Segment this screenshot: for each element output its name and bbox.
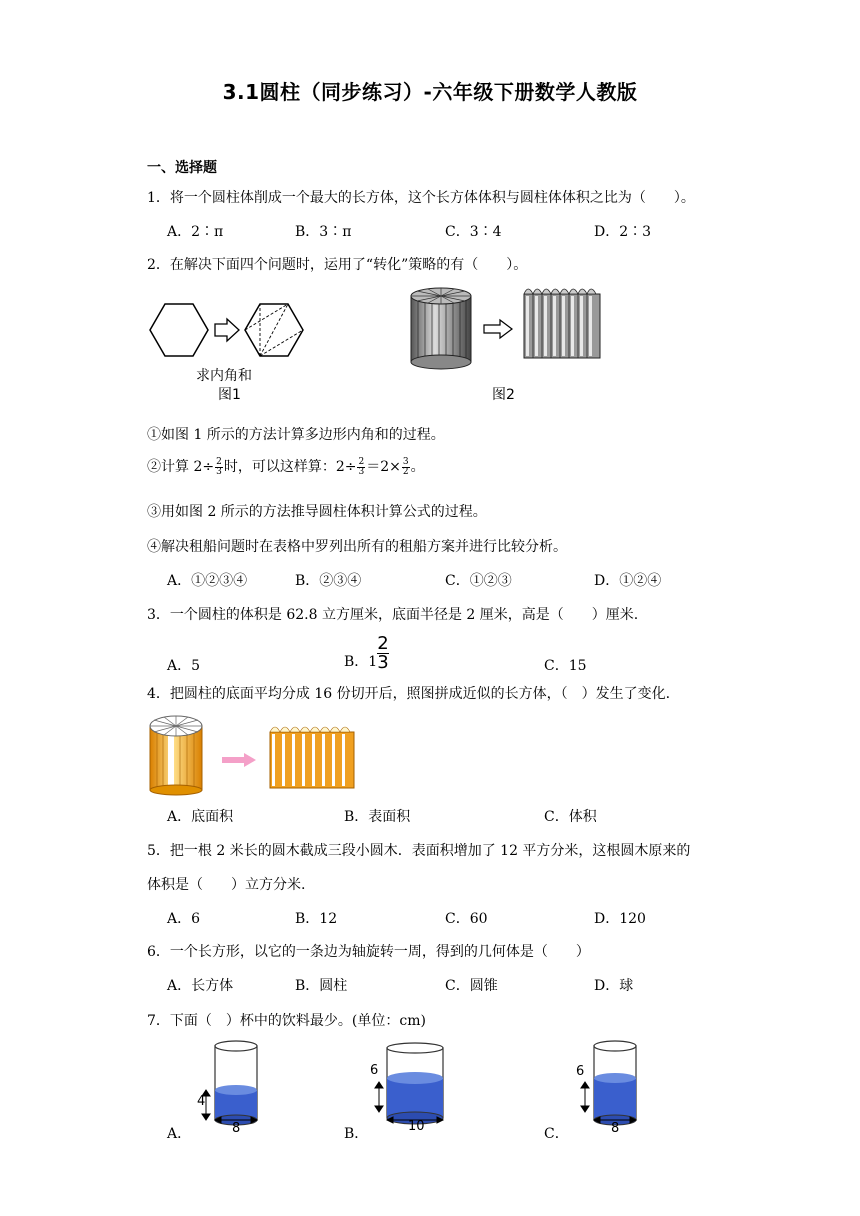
q6-option-a[interactable]: A．长方体	[167, 978, 234, 994]
gold-cylinder-figure	[148, 712, 358, 796]
q5-option-b[interactable]: B．12	[295, 911, 338, 927]
q7-option-b-label[interactable]: B．	[344, 1126, 369, 1142]
hexagon-transform-figure	[145, 298, 310, 363]
question-1-text: 1．将一个圆柱体削成一个最大的长方体，这个长方体体积与圆柱体体积之比为（ ）。	[147, 190, 695, 206]
question-4-text: 4．把圆柱的底面平均分成 16 份切开后，照图拼成近似的长方体，（ ）发生了变化.	[147, 686, 671, 702]
q2-item-3: ③用如图 2 所示的方法推导圆柱体积计算公式的过程。	[147, 504, 487, 520]
fig1-caption-label: 图1	[218, 387, 241, 403]
q2-option-b[interactable]: B．②③④	[295, 573, 362, 589]
q3-option-c[interactable]: C．15	[544, 658, 587, 674]
cup-a-height: 4	[197, 1094, 206, 1109]
q1-option-a[interactable]: A．2∶π	[167, 224, 224, 240]
q6-option-d[interactable]: D．球	[594, 978, 634, 994]
q4-option-b[interactable]: B．表面积	[344, 809, 411, 825]
q4-option-c[interactable]: C．体积	[544, 809, 597, 825]
fig2-caption-label: 图2	[492, 387, 515, 403]
cup-c-figure	[571, 1038, 646, 1138]
q4-option-a[interactable]: A．底面积	[167, 809, 234, 825]
q3-option-b[interactable]: B．1 $\frac{2}{3}$	[344, 633, 389, 673]
cup-c-height: 6	[576, 1064, 585, 1079]
question-6-text: 6．一个长方形，以它的一条边为轴旋转一周，得到的几何体是（ ）	[147, 944, 590, 960]
q2-item-1: ①如图 1 所示的方法计算多边形内角和的过程。	[147, 427, 445, 443]
q1-option-d[interactable]: D．2∶3	[594, 224, 652, 240]
fraction-three-halves: $\frac{3}{2}$	[402, 456, 409, 477]
page-title: 3.1圆柱（同步练习）-六年级下册数学人教版	[222, 80, 638, 104]
fig1-caption-sum: 求内角和	[196, 368, 252, 384]
q5-option-a[interactable]: A．6	[167, 911, 201, 927]
section-heading-choice: 一、选择题	[147, 160, 217, 176]
fraction-two-thirds: $\frac{2}{3}$	[216, 456, 222, 477]
q7-option-c-label[interactable]: C．	[544, 1126, 569, 1142]
question-7-text: 7．下面（ ）杯中的饮料最少。(单位：cm)	[147, 1013, 426, 1029]
q2-option-d[interactable]: D．①②④	[594, 573, 662, 589]
q5-option-d[interactable]: D．120	[594, 911, 646, 927]
cup-b-height: 6	[370, 1063, 379, 1078]
cup-b-width: 10	[408, 1119, 425, 1134]
q2-item-2: ②计算 2÷ $\frac{2}{3}$ 时，可以这样算：2÷ $\frac{2}{3}$ ＝2× $\frac{3}{2}$ 。	[147, 456, 425, 477]
cylinder-transform-figure	[408, 282, 608, 372]
q2-item-4: ④解决租船问题时在表格中罗列出所有的租船方案并进行比较分析。	[147, 539, 567, 555]
question-3-text: 3．一个圆柱的体积是 62.8 立方厘米，底面半径是 2 厘米，高是（ ）厘米.	[147, 607, 639, 623]
q2-option-a[interactable]: A．①②③④	[167, 573, 248, 589]
q2-option-c[interactable]: C．①②③	[445, 573, 512, 589]
question-2-text: 2．在解决下面四个问题时，运用了“转化”策略的有（ ）。	[147, 257, 528, 273]
cup-b-figure	[364, 1040, 449, 1138]
cup-a-width: 8	[232, 1121, 241, 1136]
mixed-fraction-two-thirds: $\frac{2}{3}$	[377, 633, 389, 673]
question-5-text-line2: 体积是（ ）立方分米.	[147, 877, 306, 893]
cup-a-figure	[192, 1038, 267, 1138]
q6-option-c[interactable]: C．圆锥	[445, 978, 498, 994]
q5-option-c[interactable]: C．60	[445, 911, 488, 927]
question-5-text-line1: 5．把一根 2 米长的圆木截成三段小圆木．表面积增加了 12 平方分米，这根圆木原来的	[147, 843, 691, 859]
fraction-two-thirds-2: $\frac{2}{3}$	[358, 456, 365, 477]
q1-option-b[interactable]: B．3∶π	[295, 224, 352, 240]
cup-c-width: 8	[611, 1121, 620, 1136]
q7-option-a-label[interactable]: A．	[167, 1126, 192, 1142]
q6-option-b[interactable]: B．圆柱	[295, 978, 348, 994]
q3-option-a[interactable]: A．5	[167, 658, 201, 674]
q1-option-c[interactable]: C．3∶4	[445, 224, 502, 240]
